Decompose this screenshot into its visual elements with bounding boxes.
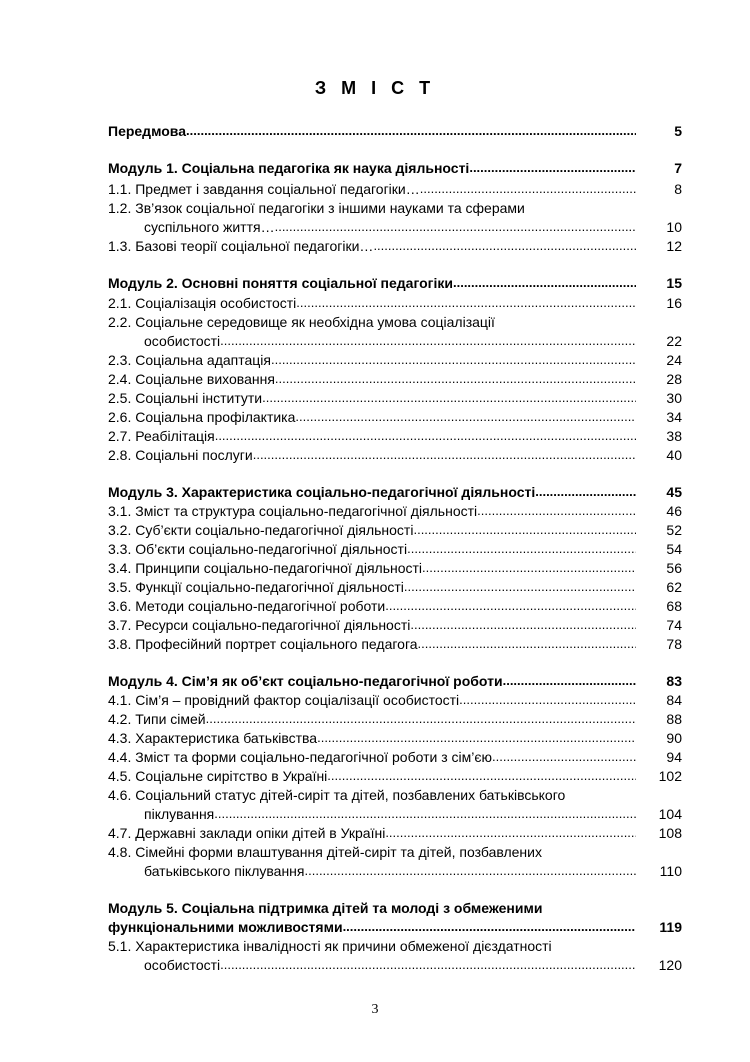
toc-entry-title: 4.1. Сім’я – провідний фактор соціалізації особистості — [108, 692, 460, 708]
toc-page-number: 40 — [666, 447, 682, 463]
toc-page-number: 46 — [666, 503, 682, 519]
toc-dot-leader — [410, 616, 636, 634]
toc-dot-leader — [503, 672, 636, 690]
toc-entry-title: 4.3. Характеристика батьківства — [108, 730, 318, 746]
toc-dot-leader — [404, 578, 636, 596]
toc-page-number: 24 — [666, 352, 682, 368]
toc-dot-leader — [422, 559, 636, 577]
toc-dot-leader — [295, 408, 636, 426]
toc-page-number: 10 — [666, 219, 682, 235]
toc-dot-leader — [275, 218, 636, 236]
toc-entry-title: 1.2. Зв’язок соціальної педагогіки з іншими науками та сферами — [108, 200, 525, 216]
toc-dot-leader — [343, 918, 636, 936]
toc-entry-title: 2.7. Реабілітація — [108, 428, 215, 444]
toc-dot-leader — [407, 540, 636, 558]
toc-page-number: 119 — [659, 919, 682, 935]
toc-entry-title: 2.8. Соціальні послуги — [108, 447, 253, 463]
toc-dot-leader — [215, 427, 636, 445]
toc-entry-title: суспільного життя… — [144, 219, 275, 235]
toc-entry-title: 4.2. Типи сімей — [108, 711, 206, 727]
toc-page-number: 56 — [666, 560, 682, 576]
toc-page-number: 88 — [666, 711, 682, 727]
toc-entry-title: 2.4. Соціальне виховання — [108, 371, 275, 387]
toc-page-number: 5 — [674, 123, 682, 139]
toc-dot-leader — [469, 159, 636, 177]
toc-dot-leader — [220, 332, 636, 350]
toc-dot-leader — [206, 710, 636, 728]
toc-page-number: 74 — [666, 617, 682, 633]
toc-page-number: 108 — [658, 825, 682, 841]
toc-dot-leader — [453, 274, 636, 292]
toc-page-number: 54 — [666, 541, 682, 557]
toc-entry-title: 4.8. Сімейні форми влаштування дітей-сиріт та дітей, позбавлених — [108, 844, 542, 860]
toc-dot-leader — [535, 483, 636, 501]
toc-entry-title: 3.1. Зміст та структура соціально-педагогічної діяльності — [108, 503, 478, 519]
toc-entry-title: 1.3. Базові теорії соціальної педагогіки… — [108, 238, 374, 254]
toc-dot-leader — [253, 446, 636, 464]
toc-entry-title: 2.2. Соціальне середовище як необхідна умова соціалізації — [108, 314, 495, 330]
toc-page-number: 120 — [658, 957, 682, 973]
toc-entry-title: піклування — [144, 806, 215, 822]
toc-dot-leader — [492, 748, 636, 766]
toc-dot-leader — [420, 180, 636, 198]
toc-page-number: 7 — [674, 160, 682, 176]
toc-entry-title: Модуль 3. Характеристика соціально-педагогічної діяльності — [108, 484, 536, 500]
toc-dot-leader — [220, 956, 636, 974]
toc-page-number: 30 — [666, 390, 682, 406]
toc-entry-title: 1.1. Предмет і завдання соціальної педагогіки… — [108, 181, 420, 197]
toc-dot-leader — [459, 691, 636, 709]
toc-dot-leader — [327, 767, 636, 785]
toc-entry-title: особистості — [144, 957, 221, 973]
toc-entry-title: 3.2. Суб’єкти соціально-педагогічної діяльності — [108, 522, 414, 538]
toc-entry-title: Модуль 5. Соціальна підтримка дітей та молоді з обмеженими — [108, 900, 543, 916]
toc-entry-title: 4.7. Державні заклади опіки дітей в Україні — [108, 825, 386, 841]
toc-entry-title: функціональними можливостями — [108, 919, 343, 935]
toc-dot-leader — [477, 502, 636, 520]
toc-entry-title: 3.5. Функції соціально-педагогічної діяльності — [108, 579, 404, 595]
toc-page-number: 84 — [666, 692, 682, 708]
toc-page-number: 102 — [658, 768, 682, 784]
toc-page-number: 94 — [666, 749, 682, 765]
toc-entry-title: 2.6. Соціальна профілактика — [108, 409, 296, 425]
toc-entry-title: 2.3. Соціальна адаптація — [108, 352, 271, 368]
toc-page-number: 110 — [659, 863, 682, 879]
toc-entry-title: 4.4. Зміст та форми соціально-педагогічної роботи з сім’єю — [108, 749, 492, 765]
toc-page-number: 78 — [666, 636, 682, 652]
toc-dot-leader — [373, 237, 636, 255]
toc-page-number: 45 — [666, 484, 682, 500]
toc-entry-title: Передмова — [108, 123, 187, 139]
toc-dot-leader — [413, 521, 636, 539]
toc-page-number: 15 — [666, 275, 682, 291]
toc-entry-title: 3.3. Об’єкти соціально-педагогічної діяльності — [108, 541, 408, 557]
toc-entry-title: 4.6. Соціальний статус дітей-сиріт та дітей, позбавлених батьківського — [108, 787, 566, 803]
toc-page-number: 83 — [666, 673, 682, 689]
toc-page-number: 68 — [666, 598, 682, 614]
toc-entry-title: 4.5. Соціальне сирітство в Україні — [108, 768, 328, 784]
toc-dot-leader — [385, 824, 636, 842]
toc-page-number: 38 — [666, 428, 682, 444]
toc-entry-title: 3.8. Професійний портрет соціального педагога — [108, 636, 418, 652]
toc-entry-title: 2.5. Соціальні інститути — [108, 390, 263, 406]
toc-entry-title: Модуль 1. Соціальна педагогіка як наука діяльності — [108, 160, 470, 176]
toc-dot-leader — [186, 122, 636, 140]
page-title: З М І С Т — [314, 78, 436, 98]
toc-page-number: 90 — [666, 730, 682, 746]
toc-page-number: 62 — [666, 579, 682, 595]
toc-page-number: 8 — [674, 181, 682, 197]
toc-page-number: 16 — [666, 295, 682, 311]
toc-entry-title: особистості — [144, 333, 221, 349]
toc-dot-leader — [418, 635, 636, 653]
toc-dot-leader — [262, 389, 636, 407]
toc-dot-leader — [296, 294, 636, 312]
toc-page-number: 104 — [658, 806, 682, 822]
toc-dot-leader — [275, 370, 636, 388]
toc-entry-title: Модуль 2. Основні поняття соціальної педагогіки — [108, 275, 453, 291]
toc-entry-title: 5.1. Характеристика інвалідності як причини обмеженої дієздатності — [108, 938, 552, 954]
toc-dot-leader — [317, 729, 636, 747]
toc-page-number: 22 — [666, 333, 682, 349]
toc-entry-title: 3.6. Методи соціально-педагогічної роботи — [108, 598, 386, 614]
toc-dot-leader — [385, 597, 636, 615]
page-number: 3 — [371, 1002, 379, 1017]
toc-page-number: 52 — [666, 522, 682, 538]
toc-entry-title: 3.7. Ресурси соціально-педагогічної діяльності — [108, 617, 411, 633]
toc-dot-leader — [271, 351, 636, 369]
toc-entry-title: 2.1. Соціалізація особистості — [108, 295, 297, 311]
toc-page-number: 28 — [666, 371, 682, 387]
toc-entry-title: батьківського піклування — [144, 863, 305, 879]
toc-entry-title: 3.4. Принципи соціально-педагогічної діяльності — [108, 560, 423, 576]
toc-page-number: 34 — [666, 409, 682, 425]
toc-dot-leader — [305, 862, 637, 880]
toc-page-number: 12 — [666, 238, 682, 254]
toc-dot-leader — [214, 805, 636, 823]
toc-entry-title: Модуль 4. Сім’я як об’єкт соціально-педагогічної роботи — [108, 673, 503, 689]
